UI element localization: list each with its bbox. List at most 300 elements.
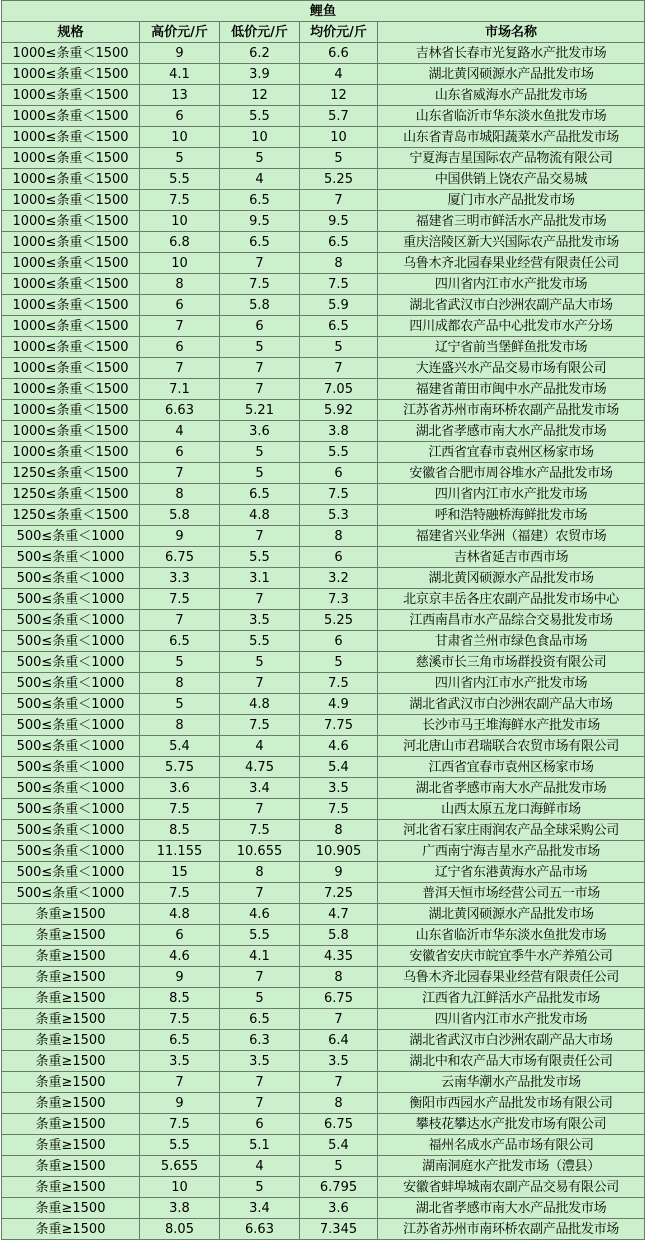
cell-high-price: 3.3 [140,568,220,589]
cell-avg-price: 5.3 [300,505,378,526]
cell-avg-price: 7.05 [300,379,378,400]
cell-spec: 500≤条重＜1000 [2,631,140,652]
cell-spec: 条重≥1500 [2,1114,140,1135]
cell-avg-price: 5.4 [300,757,378,778]
cell-avg-price: 6 [300,547,378,568]
cell-low-price: 5.8 [220,295,300,316]
cell-avg-price: 5 [300,337,378,358]
cell-spec: 1000≤条重＜1500 [2,274,140,295]
cell-low-price: 6.2 [220,43,300,64]
cell-market-name: 厦门市水产品批发市场 [378,190,645,211]
table-row [2,148,645,169]
cell-market-name: 衡阳市西园水产品批发市场有限公司 [378,1093,645,1114]
cell-market-name: 吉林省延吉市西市场 [378,547,645,568]
cell-market-name: 辽宁省前当堡鲜鱼批发市场 [378,337,645,358]
cell-low-price: 8 [220,862,300,883]
cell-market-name: 辽宁省东港黄海水产品市场 [378,862,645,883]
cell-spec: 1000≤条重＜1500 [2,316,140,337]
cell-low-price: 5 [220,652,300,673]
table-row [2,253,645,274]
cell-high-price: 3.8 [140,1198,220,1219]
cell-high-price: 5.655 [140,1156,220,1177]
cell-avg-price: 7.5 [300,274,378,295]
cell-spec: 1000≤条重＜1500 [2,253,140,274]
table-row [2,568,645,589]
cell-market-name: 重庆涪陵区新大兴国际农产品批发市场 [378,232,645,253]
table-row [2,1177,645,1198]
cell-low-price: 6 [220,316,300,337]
table-row [2,652,645,673]
cell-avg-price: 5.5 [300,442,378,463]
table-row [2,589,645,610]
cell-avg-price: 6.5 [300,316,378,337]
cell-avg-price: 3.5 [300,1051,378,1072]
table-row [2,295,645,316]
cell-low-price: 3.5 [220,1051,300,1072]
cell-market-name: 四川省内江市水产批发市场 [378,673,645,694]
cell-market-name: 福建省兴业华洲（福建）农贸市场 [378,526,645,547]
cell-market-name: 中国供销上饶农产品交易城 [378,169,645,190]
cell-market-name: 湖北省孝感市南大水产品批发市场 [378,1198,645,1219]
cell-high-price: 7 [140,316,220,337]
cell-market-name: 湖北省孝感市南大水产品批发市场 [378,421,645,442]
cell-spec: 1250≤条重＜1500 [2,505,140,526]
table-row [2,127,645,148]
cell-high-price: 9 [140,43,220,64]
cell-high-price: 6.63 [140,400,220,421]
cell-high-price: 13 [140,85,220,106]
cell-spec: 1250≤条重＜1500 [2,484,140,505]
cell-spec: 1000≤条重＜1500 [2,400,140,421]
cell-spec: 500≤条重＜1000 [2,883,140,904]
cell-market-name: 慈溪市长三角市场群投资有限公司 [378,652,645,673]
cell-high-price: 5 [140,694,220,715]
table-row [2,610,645,631]
table-row [2,64,645,85]
cell-spec: 条重≥1500 [2,904,140,925]
cell-market-name: 四川成都农产品中心批发市水产分场 [378,316,645,337]
cell-low-price: 4.1 [220,946,300,967]
cell-low-price: 5.5 [220,631,300,652]
cell-low-price: 6.5 [220,190,300,211]
cell-spec: 条重≥1500 [2,1093,140,1114]
cell-high-price: 10 [140,127,220,148]
table-row [2,925,645,946]
cell-high-price: 7 [140,463,220,484]
cell-spec: 500≤条重＜1000 [2,526,140,547]
cell-spec: 500≤条重＜1000 [2,841,140,862]
cell-avg-price: 4.7 [300,904,378,925]
cell-low-price: 3.4 [220,1198,300,1219]
cell-avg-price: 7 [300,1072,378,1093]
cell-high-price: 5.4 [140,736,220,757]
header-row [2,22,645,43]
cell-market-name: 湖北省孝感市南大水产品批发市场 [378,778,645,799]
cell-high-price: 7 [140,1072,220,1093]
cell-market-name: 湖北省武汉市白沙洲农副产品大市场 [378,1030,645,1051]
cell-high-price: 4.8 [140,904,220,925]
table-row [2,442,645,463]
cell-spec: 1000≤条重＜1500 [2,85,140,106]
cell-high-price: 6.8 [140,232,220,253]
table-row [2,274,645,295]
table-row [2,946,645,967]
cell-low-price: 5 [220,337,300,358]
cell-low-price: 6.5 [220,232,300,253]
cell-high-price: 7 [140,610,220,631]
table-row [2,1156,645,1177]
cell-high-price: 8 [140,715,220,736]
cell-spec: 500≤条重＜1000 [2,568,140,589]
cell-market-name: 湖北黄冈硕源水产品批发市场 [378,568,645,589]
cell-high-price: 7.5 [140,1009,220,1030]
cell-spec: 条重≥1500 [2,1177,140,1198]
cell-spec: 500≤条重＜1000 [2,694,140,715]
cell-market-name: 湖北黄冈硕源水产品批发市场 [378,64,645,85]
cell-market-name: 福建省莆田市闽中水产品批发市场 [378,379,645,400]
header-avg-price: 均价元/斤 [300,22,378,43]
table-row [2,694,645,715]
cell-low-price: 4 [220,1156,300,1177]
cell-avg-price: 7.5 [300,799,378,820]
cell-high-price: 3.6 [140,778,220,799]
cell-market-name: 江西省宜春市袁州区杨家市场 [378,442,645,463]
cell-market-name: 乌鲁木齐北园春果业经营有限责任公司 [378,253,645,274]
cell-low-price: 6.63 [220,1219,300,1240]
table-row [2,967,645,988]
cell-low-price: 7 [220,358,300,379]
cell-spec: 1000≤条重＜1500 [2,358,140,379]
cell-low-price: 3.5 [220,610,300,631]
table-row [2,85,645,106]
cell-avg-price: 4.6 [300,736,378,757]
table-row [2,757,645,778]
table-row [2,190,645,211]
table-row [2,778,645,799]
cell-high-price: 6 [140,925,220,946]
cell-low-price: 6.3 [220,1030,300,1051]
cell-market-name: 山东省青岛市城阳蔬菜水产品批发市场 [378,127,645,148]
cell-avg-price: 8 [300,1093,378,1114]
cell-avg-price: 5.9 [300,295,378,316]
cell-high-price: 8 [140,274,220,295]
table-title-row [2,1,645,22]
table-row [2,169,645,190]
table-row [2,547,645,568]
cell-high-price: 6 [140,442,220,463]
cell-avg-price: 3.5 [300,778,378,799]
table-row [2,883,645,904]
cell-avg-price: 6.795 [300,1177,378,1198]
cell-spec: 1000≤条重＜1500 [2,64,140,85]
table-row [2,799,645,820]
cell-avg-price: 7.25 [300,883,378,904]
cell-high-price: 15 [140,862,220,883]
table-row [2,1093,645,1114]
cell-low-price: 10.655 [220,841,300,862]
cell-low-price: 5.21 [220,400,300,421]
table-row [2,904,645,925]
cell-high-price: 7.5 [140,190,220,211]
table-row [2,988,645,1009]
cell-spec: 条重≥1500 [2,1198,140,1219]
cell-avg-price: 6.75 [300,1114,378,1135]
cell-high-price: 8.5 [140,988,220,1009]
cell-low-price: 4.8 [220,694,300,715]
cell-spec: 500≤条重＜1000 [2,757,140,778]
cell-high-price: 6.5 [140,631,220,652]
table-row [2,463,645,484]
cell-high-price: 6.75 [140,547,220,568]
cell-spec: 1000≤条重＜1500 [2,232,140,253]
cell-market-name: 长沙市马王堆海鲜水产批发市场 [378,715,645,736]
cell-avg-price: 5.25 [300,169,378,190]
cell-spec: 500≤条重＜1000 [2,862,140,883]
header-high-price: 高价元/斤 [140,22,220,43]
cell-market-name: 宁夏海吉星国际农产品物流有限公司 [378,148,645,169]
cell-low-price: 5 [220,463,300,484]
cell-spec: 条重≥1500 [2,1219,140,1240]
cell-high-price: 7.5 [140,1114,220,1135]
cell-spec: 条重≥1500 [2,946,140,967]
cell-low-price: 3.6 [220,421,300,442]
cell-spec: 1000≤条重＜1500 [2,379,140,400]
cell-high-price: 5.8 [140,505,220,526]
cell-market-name: 江西省宜春市袁州区杨家市场 [378,757,645,778]
price-table [1,0,645,1240]
cell-high-price: 9 [140,1093,220,1114]
table-row [2,1030,645,1051]
cell-spec: 条重≥1500 [2,967,140,988]
cell-high-price: 3.5 [140,1051,220,1072]
cell-low-price: 7 [220,253,300,274]
cell-low-price: 4 [220,736,300,757]
table-title: 鲤鱼 [2,1,645,22]
cell-market-name: 江苏省苏州市南环桥农副产品批发市场 [378,1219,645,1240]
cell-avg-price: 3.2 [300,568,378,589]
cell-spec: 1000≤条重＜1500 [2,421,140,442]
cell-low-price: 6.5 [220,1009,300,1030]
cell-high-price: 8.05 [140,1219,220,1240]
cell-spec: 500≤条重＜1000 [2,652,140,673]
cell-high-price: 9 [140,967,220,988]
cell-spec: 1000≤条重＜1500 [2,337,140,358]
table-row [2,1198,645,1219]
cell-high-price: 10 [140,211,220,232]
cell-high-price: 7 [140,358,220,379]
cell-low-price: 7 [220,1072,300,1093]
cell-spec: 1250≤条重＜1500 [2,463,140,484]
cell-avg-price: 6.4 [300,1030,378,1051]
table-row [2,43,645,64]
cell-market-name: 吉林省长春市光复路水产批发市场 [378,43,645,64]
header-market-name: 市场名称 [378,22,645,43]
cell-avg-price: 3.6 [300,1198,378,1219]
table-row [2,715,645,736]
table-row [2,400,645,421]
cell-avg-price: 4.35 [300,946,378,967]
cell-market-name: 四川省内江市水产批发市场 [378,274,645,295]
cell-low-price: 5 [220,988,300,1009]
table-row [2,1114,645,1135]
cell-avg-price: 6.6 [300,43,378,64]
cell-spec: 1000≤条重＜1500 [2,127,140,148]
cell-high-price: 4 [140,421,220,442]
cell-spec: 500≤条重＜1000 [2,673,140,694]
cell-market-name: 甘肃省兰州市绿色食品市场 [378,631,645,652]
table-row [2,421,645,442]
cell-avg-price: 5 [300,148,378,169]
cell-high-price: 7.5 [140,589,220,610]
cell-high-price: 6.5 [140,1030,220,1051]
cell-low-price: 7 [220,526,300,547]
cell-high-price: 4.6 [140,946,220,967]
cell-high-price: 10 [140,253,220,274]
cell-market-name: 四川省内江市水产批发市场 [378,484,645,505]
cell-high-price: 8 [140,673,220,694]
cell-high-price: 10 [140,1177,220,1198]
cell-high-price: 7.1 [140,379,220,400]
cell-avg-price: 7.75 [300,715,378,736]
cell-market-name: 山东省临沂市华东淡水鱼批发市场 [378,106,645,127]
cell-low-price: 5 [220,148,300,169]
cell-market-name: 安徽省合肥市周谷堆水产品批发市场 [378,463,645,484]
cell-spec: 条重≥1500 [2,1009,140,1030]
cell-low-price: 5.1 [220,1135,300,1156]
cell-market-name: 山东省威海水产品批发市场 [378,85,645,106]
cell-low-price: 3.4 [220,778,300,799]
cell-avg-price: 12 [300,85,378,106]
cell-market-name: 广西南宁海吉星水产品批发市场 [378,841,645,862]
cell-spec: 1000≤条重＜1500 [2,442,140,463]
cell-avg-price: 7 [300,358,378,379]
table-row [2,358,645,379]
table-row [2,316,645,337]
table-row [2,1051,645,1072]
cell-spec: 条重≥1500 [2,925,140,946]
table-row [2,379,645,400]
cell-avg-price: 9.5 [300,211,378,232]
table-row [2,211,645,232]
cell-high-price: 9 [140,526,220,547]
cell-spec: 条重≥1500 [2,1030,140,1051]
table-row [2,820,645,841]
cell-low-price: 7 [220,673,300,694]
cell-spec: 500≤条重＜1000 [2,736,140,757]
cell-spec: 500≤条重＜1000 [2,715,140,736]
cell-market-name: 河北省石家庄雨润农产品全球采购公司 [378,820,645,841]
cell-avg-price: 8 [300,967,378,988]
cell-market-name: 安徽省安庆市皖宜季牛水产养殖公司 [378,946,645,967]
cell-market-name: 呼和浩特融桥海鲜批发市场 [378,505,645,526]
table-row [2,526,645,547]
table-row [2,1072,645,1093]
cell-low-price: 5.5 [220,925,300,946]
cell-avg-price: 8 [300,526,378,547]
cell-low-price: 6.5 [220,484,300,505]
cell-market-name: 云南华潮水产品批发市场 [378,1072,645,1093]
cell-spec: 1000≤条重＜1500 [2,43,140,64]
cell-avg-price: 6 [300,631,378,652]
cell-market-name: 福州名成水产品市场有限公司 [378,1135,645,1156]
cell-avg-price: 5.25 [300,610,378,631]
cell-spec: 500≤条重＜1000 [2,799,140,820]
cell-low-price: 6 [220,1114,300,1135]
table-row [2,106,645,127]
cell-low-price: 5 [220,442,300,463]
cell-spec: 500≤条重＜1000 [2,610,140,631]
cell-market-name: 安徽省蚌埠城南农副产品交易有限公司 [378,1177,645,1198]
cell-market-name: 普洱天恒市场经营公司五一市场 [378,883,645,904]
cell-avg-price: 5.92 [300,400,378,421]
cell-avg-price: 7 [300,190,378,211]
cell-high-price: 7.5 [140,883,220,904]
cell-low-price: 7.5 [220,715,300,736]
cell-spec: 条重≥1500 [2,1156,140,1177]
cell-market-name: 乌鲁木齐北园春果业经营有限责任公司 [378,967,645,988]
cell-low-price: 7.5 [220,820,300,841]
cell-avg-price: 8 [300,820,378,841]
cell-high-price: 5 [140,148,220,169]
cell-spec: 1000≤条重＜1500 [2,190,140,211]
cell-low-price: 9.5 [220,211,300,232]
table-row [2,232,645,253]
cell-high-price: 5.75 [140,757,220,778]
cell-market-name: 湖北黄冈硕源水产品批发市场 [378,904,645,925]
cell-low-price: 5.5 [220,547,300,568]
cell-high-price: 5.5 [140,169,220,190]
cell-spec: 500≤条重＜1000 [2,547,140,568]
header-spec: 规格 [2,22,140,43]
cell-avg-price: 6.5 [300,232,378,253]
cell-low-price: 4.75 [220,757,300,778]
cell-avg-price: 4 [300,64,378,85]
cell-high-price: 11.155 [140,841,220,862]
cell-spec: 条重≥1500 [2,1072,140,1093]
cell-high-price: 5.5 [140,1135,220,1156]
cell-market-name: 江西南昌市水产品综合交易批发市场 [378,610,645,631]
cell-avg-price: 7.345 [300,1219,378,1240]
cell-market-name: 湖北中和农产品大市场有限责任公司 [378,1051,645,1072]
cell-spec: 1000≤条重＜1500 [2,106,140,127]
table-row [2,1219,645,1240]
cell-avg-price: 5.4 [300,1135,378,1156]
cell-high-price: 8 [140,484,220,505]
cell-avg-price: 10 [300,127,378,148]
cell-low-price: 7 [220,883,300,904]
cell-spec: 500≤条重＜1000 [2,778,140,799]
cell-low-price: 7 [220,799,300,820]
cell-high-price: 6 [140,106,220,127]
cell-high-price: 4.1 [140,64,220,85]
table-row [2,631,645,652]
cell-market-name: 福建省三明市鲜活水产品批发市场 [378,211,645,232]
cell-market-name: 湖北省武汉市白沙洲农副产品大市场 [378,694,645,715]
table-row [2,736,645,757]
cell-low-price: 5 [220,1177,300,1198]
cell-spec: 1000≤条重＜1500 [2,295,140,316]
cell-avg-price: 7 [300,1009,378,1030]
cell-avg-price: 10.905 [300,841,378,862]
cell-high-price: 5 [140,652,220,673]
cell-market-name: 大连盛兴水产品交易市场有限公司 [378,358,645,379]
cell-low-price: 7.5 [220,274,300,295]
cell-market-name: 湖南洞庭水产批发市场（澧县） [378,1156,645,1177]
cell-market-name: 攀枝花攀达水产批发市场有限公司 [378,1114,645,1135]
table-row [2,1009,645,1030]
cell-market-name: 四川省内江市水产批发市场 [378,1009,645,1030]
table-row [2,484,645,505]
